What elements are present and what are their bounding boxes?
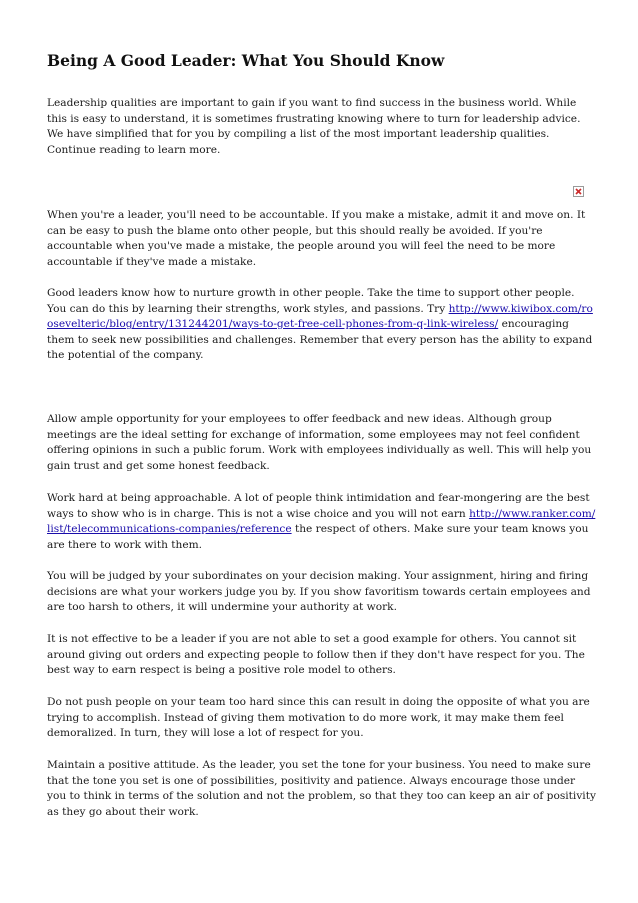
paragraph-text: encouraging them to seek new possibilities and challenges. Remember that every person has the ability to expand the potential of the company. — [47, 318, 593, 362]
paragraph-feedback: Allow ample opportunity for your employees to offer feedback and new ideas. Although group meetings are the ideal setting for exchange of information, some employees may not feel confident offering opinions in such a public forum. Work with employees individually as well. This will help you gain trust and get some honest feedback. — [47, 413, 592, 472]
kiwibox-link[interactable]: http://www.kiwibox.com/roosevelteric/blog/entry/131244201/ways-to-get-free-cell-phones-from-q-link-wireless/ — [47, 302, 593, 331]
paragraph-do-not-push: Do not push people on your team too hard since this can result in doing the opposite of what you are trying to accomplish. Instead of giving them motivation to do more work, it may make them feel demoralized. In turn, they will lose a lot of respect for you. — [47, 696, 590, 740]
paragraph-text: Good leaders know how to nurture growth in other people. Take the time to support other people. You can do this by learning their strengths, work styles, and passions. Try — [47, 287, 575, 315]
paragraph-approachable — [47, 491, 597, 553]
paragraph-accountable: When you're a leader, you'll need to be accountable. If you make a mistake, admit it and move on. It can be easy to push the blame onto other people, but this should really be avoided. If you're accountable when you've made a mistake, the people around you will feel the need to be more accountable if they've made a mistake. — [47, 209, 586, 268]
broken-image-icon — [573, 186, 584, 197]
paragraph-text: Work hard at being approachable. A lot of people think intimidation and fear-mongering are the best ways to show who is in charge. This is not a wise choice and you will not earn — [47, 492, 590, 520]
paragraph-positive-attitude: Maintain a positive attitude. As the leader, you set the tone for your business. You need to make sure that the tone you set is one of possibilities, positivity and patience. Always encourage those under you to think in terms of the solution and not the problem, so that they too can keep an air of positivity as they go about their work. — [47, 759, 596, 818]
paragraph-decision-making: You will be judged by your subordinates on your decision making. Your assignment, hiring and firing decisions are what your workers judge you by. If you show favoritism towards certain employees and are too harsh to others, it will undermine your authority at work. — [47, 570, 591, 614]
paragraph-good-example: It is not effective to be a leader if you are not able to set a good example for others. You cannot sit around giving out orders and expecting people to follow then if they don't have respect for you. The best way to earn respect is being a positive role model to others. — [47, 633, 585, 677]
paragraph-nurture-growth — [47, 286, 597, 364]
broken-image-x-icon — [574, 187, 583, 196]
page-title: Being A Good Leader: What You Should Know — [47, 51, 445, 70]
paragraph-text: the respect of others. Make sure your team knows you are there to work with them. — [47, 523, 589, 551]
paragraph-intro: Leadership qualities are important to gain if you want to find success in the business world. While this is easy to understand, it is sometimes frustrating knowing where to turn for leadership advice. We have simplified that for you by compiling a list of the most important leadership qualities. Continue reading to learn more. — [47, 97, 581, 156]
ranker-link[interactable]: http://www.ranker.com/list/telecommunications-companies/reference — [47, 507, 596, 536]
